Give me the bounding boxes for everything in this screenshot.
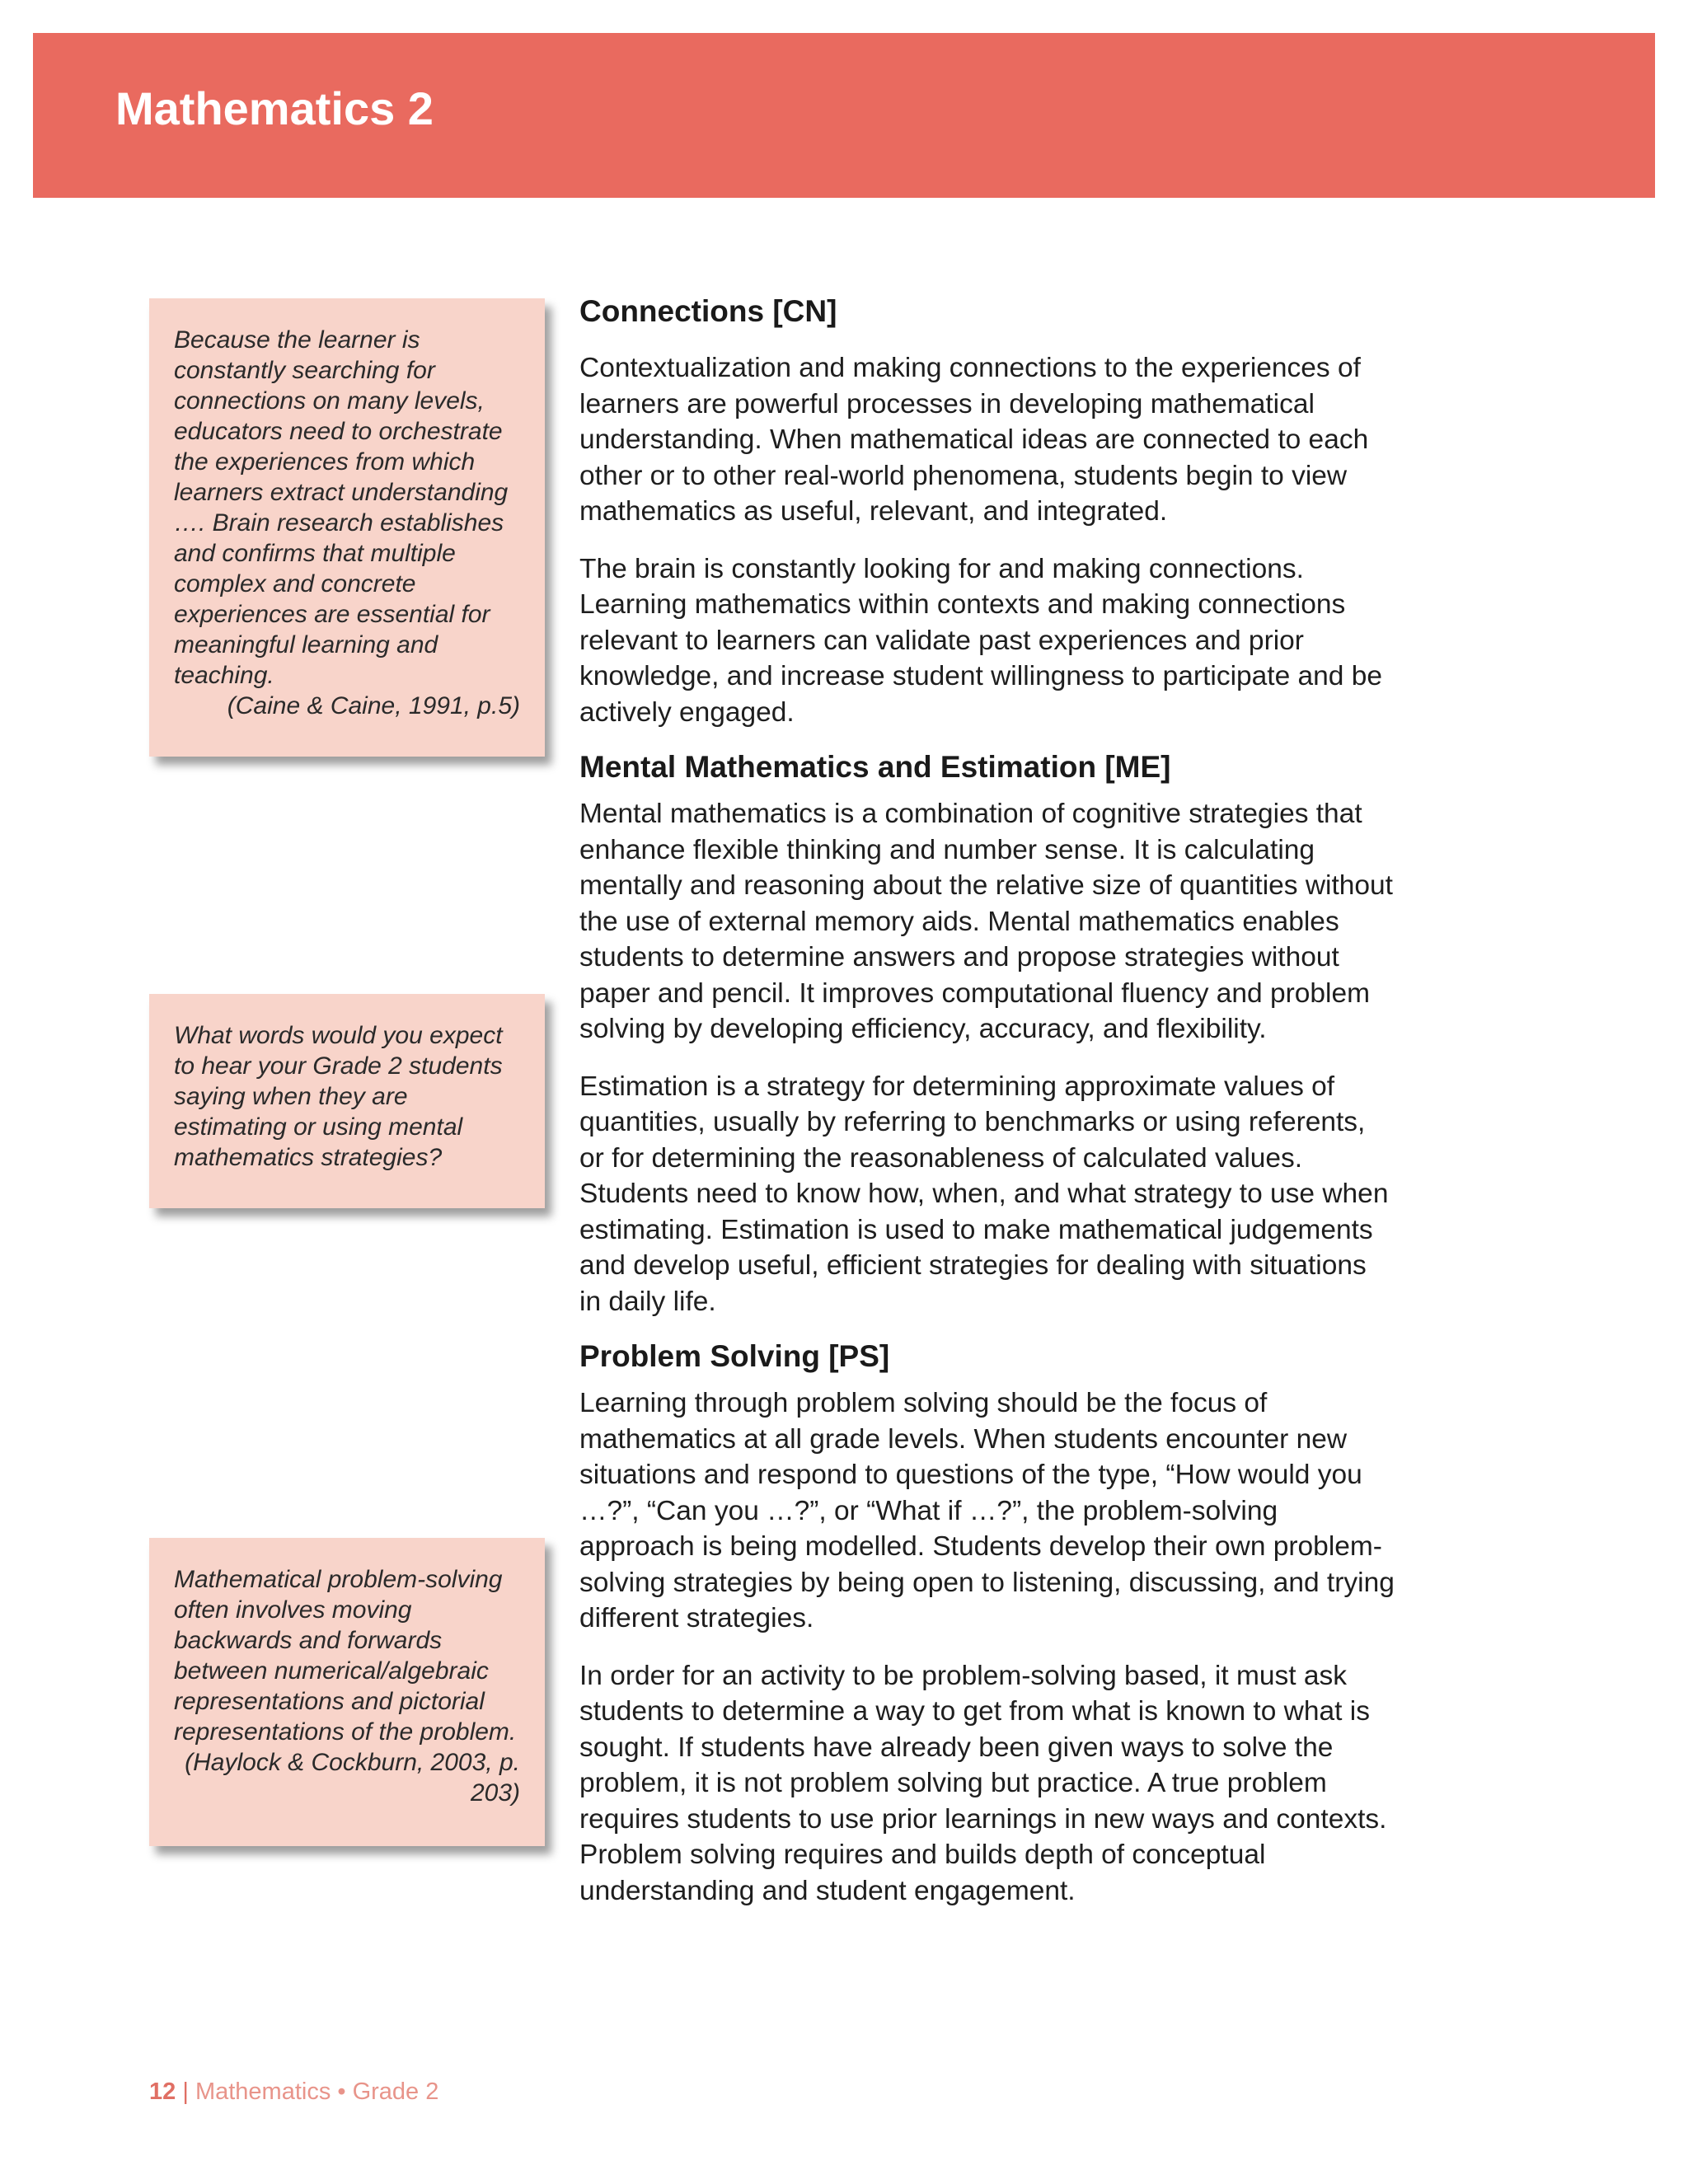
paragraph: Learning through problem solving should be the focus of mathematics at all grade levels. When students encounter new situations and respond to questions of the type, “How would you …?”, “Can you …?”, or “What if …?”, the problem-solving approach is being modelled. Students develop their own problem-solving strategies by being open to listening, discussing, and trying different strategies. [579,1388,1395,1633]
main-content [579,293,1395,1930]
sidebar-question-mental-math [149,994,545,1208]
sidebar-quote-text: Because the learner is constantly searching for connections on many levels, educators need to orchestrate the experiences from which learners extract understanding …. Brain research establishes and confirms that multiple complex and concrete experiences are essential for meaningful learning and teaching. [174,326,509,689]
paragraph: Contextualization and making connections to the experiences of learners are powerful processes in developing mathematical understanding. When mathematical ideas are connected to each other or to other real-world phenomena, students begin to view mathematics as useful, relevant, and integrated. [579,353,1369,527]
page-number: 12 [149,2079,176,2105]
paragraph: The brain is constantly looking for and making connections. Learning mathematics within contexts and making connections relevant to learners can validate past experiences and prior knowledge, and increase student willingness to participate and be actively engaged. [579,553,1382,728]
section-connections [579,293,1395,730]
sidebar-quote-citation: (Haylock & Cockburn, 2003, p. 203) [185,1749,520,1807]
footer-doc-title: Mathematics • Grade 2 [195,2079,439,2105]
paragraph: In order for an activity to be problem-solving based, it must ask students to determine a way to get from what is known to what is sought. If students have already been given ways to solve the problem, it is not problem solving but practice. A true problem requires students to use prior learnings in new ways and contexts. Problem solving requires and builds depth of conceptual understanding and student engagement. [579,1660,1387,1906]
paragraph: Estimation is a strategy for determining approximate values of quantities, usually by referring to benchmarks or using referents, or for determining the reasonableness of calculated values. Students need to know how, when, and what strategy to use when estimating. Estimation is used to make mathematical judgements and develop useful, efficient strategies for dealing with situations in daily life. [579,1071,1389,1317]
section-mental-math-estimation [579,748,1395,1319]
footer-separator: | [182,2079,189,2105]
section-heading: Problem Solving [PS] [579,1339,890,1373]
sidebar-quote-connections [149,298,545,757]
sidebar-quote-problem-solving [149,1538,545,1846]
paragraph: Mental mathematics is a combination of cognitive strategies that enhance flexible thinking and number sense. It is calculating mentally and reasoning about the relative size of quantities without the use of external memory aids. Mental mathematics enables students to determine answers and propose strategies without paper and pencil. It improves computational fluency and problem solving by developing efficiency, accuracy, and flexibility. [579,799,1393,1044]
page-title: Mathematics 2 [115,82,434,134]
section-heading: Mental Mathematics and Estimation [ME] [579,750,1171,784]
sidebar-question-text: What words would you expect to hear your Grade 2 students saying when they are estimating or using mental mathematics strategies? [174,1022,503,1171]
sidebar-quote-citation: (Caine & Caine, 1991, p.5) [227,692,520,719]
section-problem-solving [579,1338,1395,1909]
section-heading: Connections [CN] [579,294,837,328]
page-footer [149,2079,438,2106]
sidebar-quote-text: Mathematical problem-solving often involves moving backwards and forwards between numerical/algebraic representations and pictorial representations of the problem. [174,1566,517,1746]
